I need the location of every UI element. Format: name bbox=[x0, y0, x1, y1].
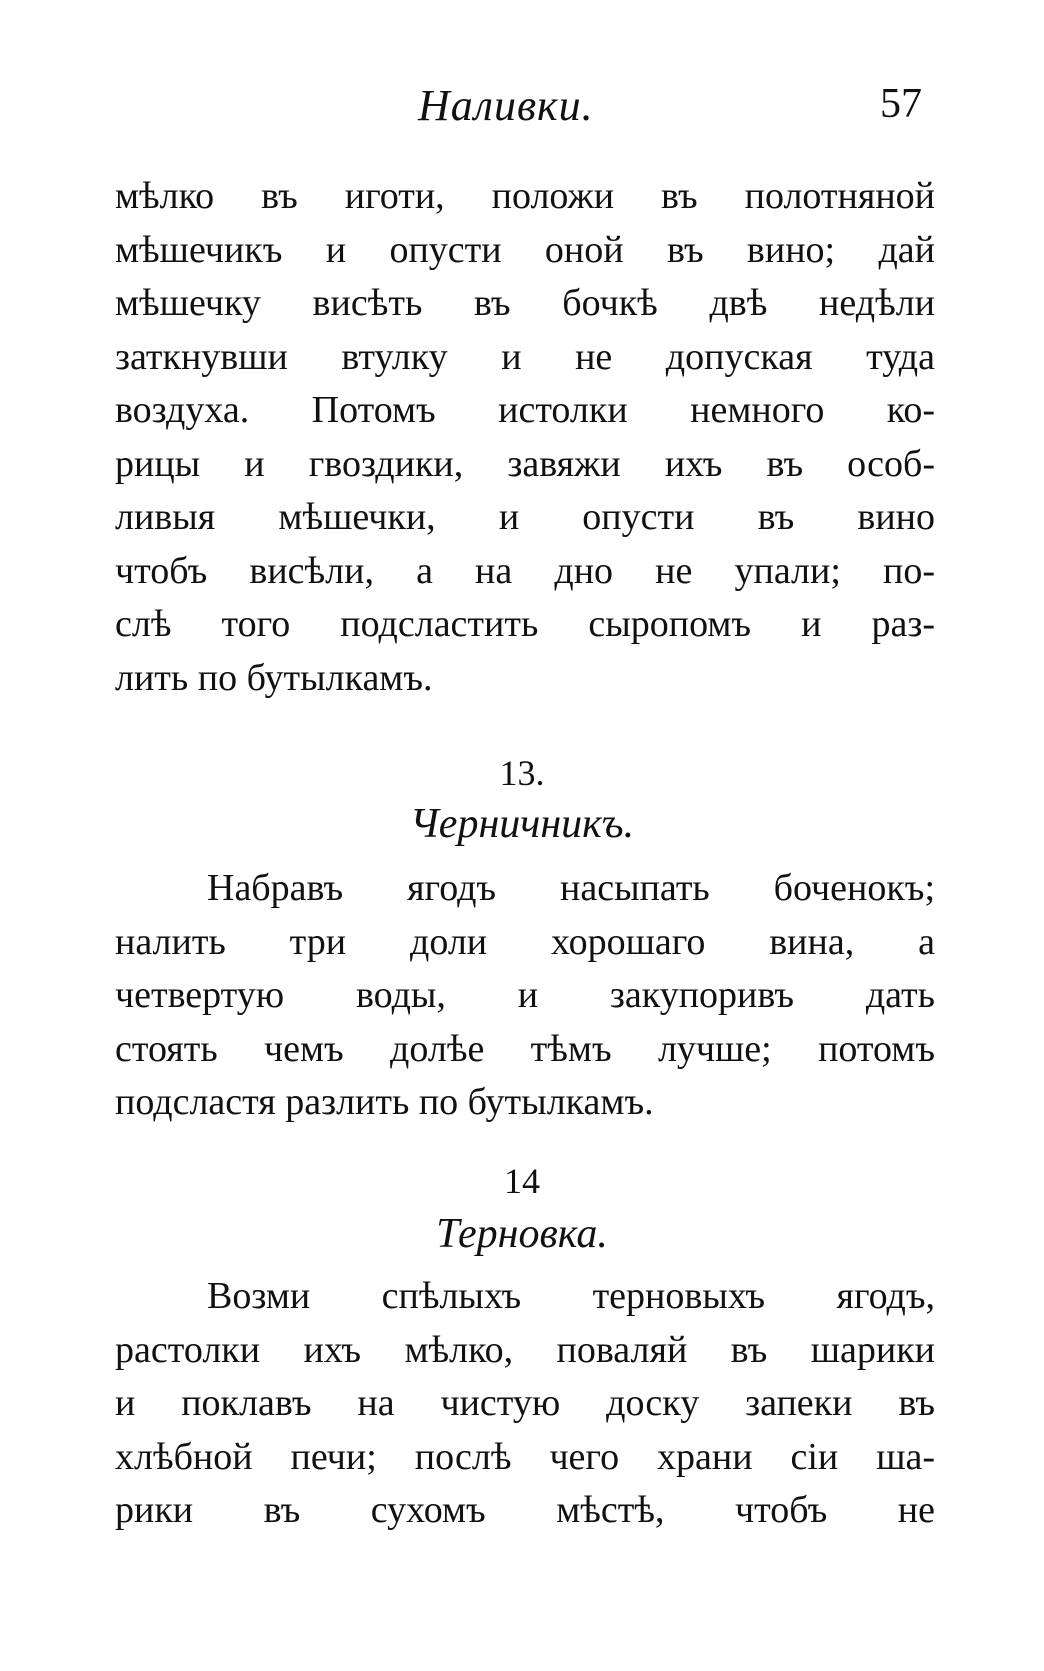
paragraph-continuation bbox=[115, 170, 935, 705]
running-head bbox=[0, 80, 1044, 140]
section-14-body bbox=[115, 1270, 935, 1538]
text-line: хлѣбной печи; послѣ чего храни сіи ша- bbox=[115, 1435, 935, 1478]
text-line: рики въ сухомъ мѣстѣ, чтобъ не bbox=[115, 1489, 935, 1531]
text-line: воздуха. Потомъ истолки немного ко- bbox=[115, 389, 935, 431]
text-line: чтобъ висѣли, а на дно не упали; по- bbox=[115, 549, 935, 592]
text-line: мѣшечку висѣть въ бочкѣ двѣ недѣли bbox=[115, 282, 935, 324]
text-line: рицы и гвоздики, завяжи ихъ въ особ- bbox=[115, 442, 935, 485]
text-line: заткнувши втулку и не допуская туда bbox=[115, 335, 935, 378]
text-line: Возми спѣлыхъ терновыхъ ягодъ, bbox=[207, 1275, 935, 1317]
text-line: слѣ того подсластить сыропомъ и раз- bbox=[115, 603, 935, 645]
section-title-13: Черничникъ. bbox=[409, 801, 635, 847]
text-line: налить три доли хорошаго вина, а bbox=[115, 920, 935, 963]
text-line: стоять чемъ долѣе тѣмъ лучше; потомъ bbox=[115, 1027, 935, 1070]
text-line: подсластя разлить по бутылкамъ. bbox=[115, 1081, 654, 1123]
text-line: растолки ихъ мѣлко, поваляй въ шарики bbox=[115, 1328, 935, 1371]
text-line: мѣлко въ иготи, положи въ полотняной bbox=[115, 175, 935, 217]
section-13-body bbox=[115, 862, 935, 1130]
text-line: мѣшечикъ и опусти оной въ вино; дай bbox=[115, 228, 935, 271]
running-title: Наливки. bbox=[418, 81, 594, 130]
section-number-13: 13. bbox=[499, 753, 545, 793]
text-line: Набравъ ягодъ насыпать боченокъ; bbox=[207, 867, 935, 909]
section-number-14: 14 bbox=[504, 1161, 540, 1201]
page-number: 57 bbox=[880, 81, 922, 127]
text-line: лить по бутылкамъ. bbox=[115, 656, 433, 699]
text-line: и поклавъ на чистую доску запеки въ bbox=[115, 1382, 935, 1424]
text-line: четвертую воды, и закупоривъ дать bbox=[115, 974, 935, 1016]
text-line: ливыя мѣшечки, и опусти въ вино bbox=[115, 496, 935, 538]
section-title-14: Терновка. bbox=[436, 1211, 608, 1257]
